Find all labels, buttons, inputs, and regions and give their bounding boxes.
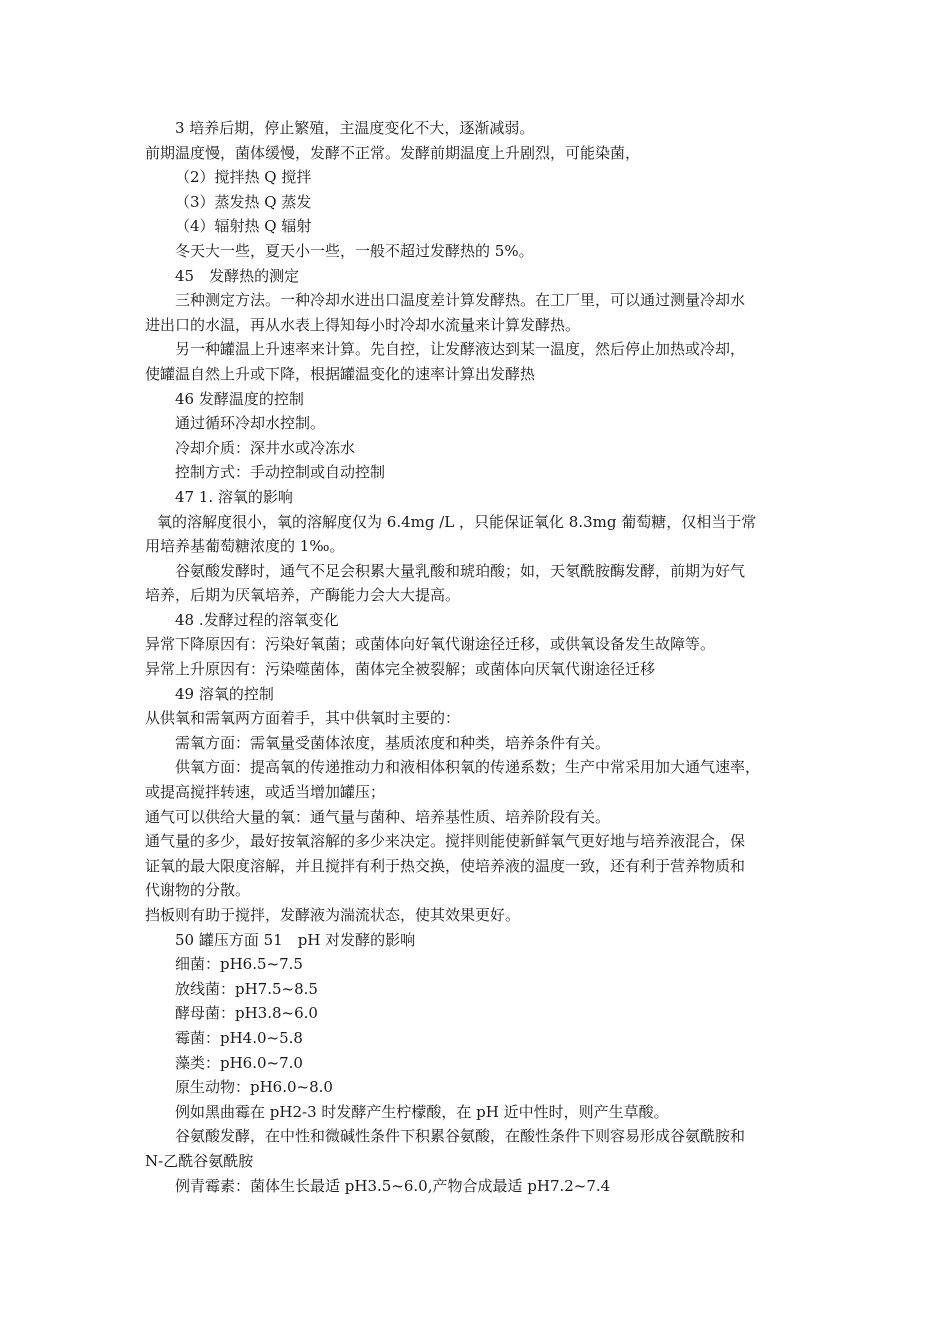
text-line: 46 发酵温度的控制 [175, 389, 304, 408]
text-line: 谷氨酸发酵，在中性和微碱性条件下积累谷氨酸，在酸性条件下则容易形成谷氨酰胺和 [175, 1127, 746, 1146]
text-line: 原生动物：pH6.0~8.0 [175, 1078, 333, 1097]
text-line: 例如黑曲霉在 pH2-3 时发酵产生柠檬酸，在 pH 近中性时，则产生草酸。 [175, 1102, 669, 1121]
text-line: 供氧方面：提高氧的传递推动力和液相体积氧的传递系数；生产中常采用加大通气速率， [175, 758, 761, 777]
text-line: 3 培养后期，停止繁殖，主温度变化不大，逐渐减弱。 [175, 119, 535, 137]
text-line: 用培养基葡萄糖浓度的 1‰。 [145, 537, 345, 556]
text-line: 培养，后期为厌氧培养，产酶能力会大大提高。 [145, 586, 461, 605]
text-line: （4）辐射热 Q 辐射 [175, 217, 312, 236]
text-line: （2）搅拌热 Q 搅拌 [175, 168, 312, 187]
text-line: 细菌：pH6.5~7.5 [175, 955, 303, 974]
text-line: 冬天大一些，夏天小一些，一般不超过发酵热的 5%。 [175, 241, 534, 260]
text-line: 控制方式：手动控制或自动控制 [175, 463, 386, 482]
text-line: 放线菌：pH7.5~8.5 [175, 979, 318, 998]
text-line: 氧的溶解度很小，氧的溶解度仅为 6.4mg /L ，只能保证氧化 8.3mg 葡萄糖，仅相当于常 [157, 512, 757, 531]
text-line: 45 发酵热的测定 [175, 266, 300, 285]
text-line: 藻类：pH6.0~7.0 [175, 1053, 303, 1072]
text-line: 48 .发酵过程的溶氧变化 [175, 610, 339, 629]
text-line: 冷却介质：深井水或冷冻水 [175, 438, 356, 457]
text-line: 证氧的最大限度溶解，并且搅拌有利于热交换，使培养液的温度一致，还有利于营养物质和 [145, 856, 746, 875]
text-line: 例青霉素：菌体生长最适 pH3.5~6.0,产物合成最适 pH7.2~7.4 [175, 1176, 611, 1195]
text-line: 前期温度慢，菌体缓慢，发酵不正常。发酵前期温度上升剧烈，可能染菌， [145, 143, 641, 162]
text-line: 霉菌：pH4.0~5.8 [175, 1028, 303, 1047]
text-line: （3）蒸发热 Q 蒸发 [175, 192, 312, 211]
text-line: 47 1. 溶氧的影响 [175, 487, 293, 506]
text-line: 异常上升原因有：污染噬菌体，菌体完全被裂解；或菌体向厌氧代谢途径迁移 [145, 660, 656, 679]
text-line: 通气可以供给大量的氧：通气量与菌种、培养基性质、培养阶段有关。 [145, 807, 611, 826]
text-line: N-乙酰谷氨酰胺 [145, 1151, 254, 1170]
text-line: 或提高搅拌转速，或适当增加罐压； [145, 783, 386, 802]
text-line: 三种测定方法。一种冷却水进出口温度差计算发酵热。在工厂里，可以通过测量冷却水 [175, 291, 746, 310]
text-line: 通气量的多少，最好按氧溶解的多少来决定。搅拌则能使新鲜氧气更好地与培养液混合，保 [145, 832, 746, 851]
text-line: 谷氨酸发酵时，通气不足会积累大量乳酸和琥珀酸；如，天氡酰胺酶发酵，前期为好气 [175, 561, 746, 580]
text-line: 酵母菌：pH3.8~6.0 [175, 1004, 318, 1023]
text-line: 挡板则有助于搅拌，发酵液为湍流状态，使其效果更好。 [145, 906, 521, 924]
text-line: 需氧方面：需氧量受菌体浓度，基质浓度和种类，培养条件有关。 [175, 733, 611, 752]
text-line: 50 罐压方面 51 pH 对发酵的影响 [175, 930, 416, 949]
text-line: 进出口的水温，再从水表上得知每小时冷却水流量来计算发酵热。 [145, 315, 581, 334]
document-body [145, 116, 813, 1198]
text-line: 通过循环冷却水控制。 [175, 414, 326, 433]
text-line: 49 溶氧的控制 [175, 684, 274, 703]
text-line: 代谢物的分散。 [145, 881, 251, 900]
text-line: 另一种罐温上升速率来计算。先自控，让发酵液达到某一温度，然后停止加热或冷却， [175, 340, 746, 359]
text-line: 异常下降原因有：污染好氧菌；或菌体向好氧代谢途径迁移，或供氧设备发生故障等。 [145, 635, 716, 654]
text-line: 使罐温自然上升或下降，根据罐温变化的速率计算出发酵热 [145, 364, 536, 383]
text-line: 从供氧和需氧两方面着手，其中供氧时主要的： [145, 709, 461, 728]
